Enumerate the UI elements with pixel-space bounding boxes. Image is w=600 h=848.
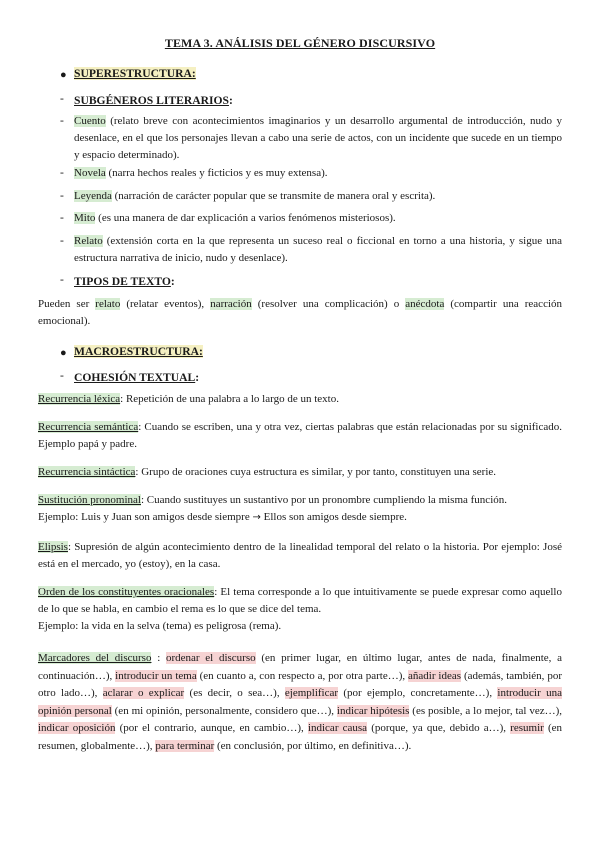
dash-bullet-icon: - [60,114,64,127]
heading-macroestructura: MACROESTRUCTURA: [74,345,203,358]
arrow-right-icon: → [252,512,261,523]
highlighted-marker: introducir una opinión personal [38,687,562,717]
paragraph-recurrencia-sintactica: Recurrencia sintáctica: Grupo de oraciones cuya estructura es similar, y por tanto, constituyen una serie. [38,466,497,478]
paragraph-recurrencia-lexica: Recurrencia léxica: Repetición de una palabra a lo largo de un texto. [38,393,339,405]
highlighted-marker: introducir un tema [115,669,197,682]
marker-examples: (en resumen, globalmente…), [38,722,562,752]
circle-bullet-icon: ● [60,347,67,359]
marker-examples: (por ejemplo, concretamente…), [338,687,498,700]
highlighted-marker: indicar causa [307,722,368,735]
list-item-relato: Relato (extensión corta en la que representa un suceso real o ficcional en torno a una historia, y sigue una estructura narrativa de inicio, nudo y desenlace). [74,235,562,264]
circle-bullet-icon: ● [60,69,67,81]
list-item-novela: Novela (narra hechos reales y ficticios y es muy extensa). [74,167,328,179]
dash-bullet-icon: - [60,92,64,105]
dash-bullet-icon: - [60,369,64,382]
paragraph-tipos: Pueden ser relato (relatar eventos), narración (resolver una complicación) o anécdota (compartir una reacción emocional). [38,298,563,327]
list-item-leyenda: Leyenda (narración de carácter popular que se transmite de manera oral y escrita). [74,190,436,202]
page-title: TEMA 3. ANÁLISIS DEL GÉNERO DISCURSIVO [164,36,436,50]
paragraph-orden-constituyentes: Orden de los constituyentes oracionales: El tema corresponde a lo que intuitivamente se puede expresar como aquello de lo que se habla, en cambio el rema es lo que se dice del tema. Ejemplo: la vida en la selva (tema) es peligrosa (rema). [38,586,562,632]
paragraph-recurrencia-semantica: Recurrencia semántica: Cuando se escriben, una y otra vez, ciertas palabras que están relacionadas por su significado. Ejemplo papá y padre. [38,421,562,450]
marker-examples: : [157,652,166,664]
highlighted-marker: resumir [510,722,544,735]
heading-tipos-de-texto: TIPOS DE TEXTO: [74,275,175,288]
marker-examples: (en conclusión, por último, en definitiva…). [214,739,412,752]
heading-superestructura: SUPERESTRUCTURA: [74,67,196,80]
marker-examples: (en primer lugar, en último lugar, antes de nada, finalmente, a continuación…), [38,652,563,682]
highlighted-marker: indicar hipótesis [336,704,410,717]
heading-subgeneros: SUBGÉNEROS LITERARIOS: [74,94,233,107]
list-item-mito: Mito (es una manera de dar explicación a varios fenómenos misteriosos). [74,212,396,224]
dash-bullet-icon: - [60,189,64,202]
marker-examples: (es decir, o sea…), [184,687,285,700]
highlighted-marker: añadir ideas [408,669,462,682]
paragraph-elipsis: Elipsis: Supresión de algún acontecimiento dentro de la linealidad temporal del relato o la historia. Por ejemplo: José está en el mercado, yo (estoy), en la casa. [38,541,562,570]
heading-cohesion-textual: COHESIÓN TEXTUAL: [74,371,200,384]
list-item-cuento: Cuento (relato breve con acontecimientos imaginarios y un desarrollo argumental de introducción, nudo y desenlace, en el que los personajes llevan a cabo una serie de actos, con un incidente que sucede en un tiempo y espacio determinado). [74,115,562,161]
marker-examples: (en cuanto a, con respecto a, por otra parte…), [196,669,409,682]
highlighted-marker: para terminar [155,739,215,752]
highlighted-marker: aclarar o explicar [102,687,185,700]
highlighted-marker: indicar oposición [38,722,116,735]
dash-bullet-icon: - [60,234,64,247]
marker-examples: (por el contrario, aunque, en cambio…), [115,722,308,735]
paragraph-marcadores-discurso: Marcadores del discurso : ordenar el discurso (en primer lugar, en último lugar, antes de nada, finalmente, a continuación…), introducir un tema (en cuanto a, con respecto a, por otra parte…), añadir ideas (además, también, por otro lado…), aclarar o explicar (es decir, o sea…), ejemplificar (por ejemplo, concretamente…), introducir una opinión personal (en mi opinión, personalmente, considero que…), indicar hipótesis (es posible, a lo mejor, tal vez…), indicar oposición (por el contrario, aunque, en cambio…), indicar causa (porque, ya que, debido a…), resumir (en resumen, globalmente…), para terminar (en conclusión, por último, en definitiva…). [38,652,563,752]
marker-examples: (porque, ya que, debido a…), [367,722,511,735]
paragraph-sustitucion-pronominal: Sustitución pronominal: Cuando sustituyes un sustantivo por un pronombre cumpliendo la misma función. Ejemplo: Luis y Juan son amigos desde siempre → Ellos son amigos desde siempre. [38,494,507,523]
highlighted-marker: ejemplificar [284,687,339,700]
dash-bullet-icon: - [60,211,64,224]
dash-bullet-icon: - [60,166,64,179]
marker-examples: (es posible, a lo mejor, tal vez…), [409,704,562,717]
dash-bullet-icon: - [60,273,64,286]
highlighted-marker: ordenar el discurso [165,652,256,664]
marker-examples: (en mi opinión, personalmente, considero que…), [111,704,337,717]
marker-examples: (además, también, por otro lado…), [38,669,562,700]
